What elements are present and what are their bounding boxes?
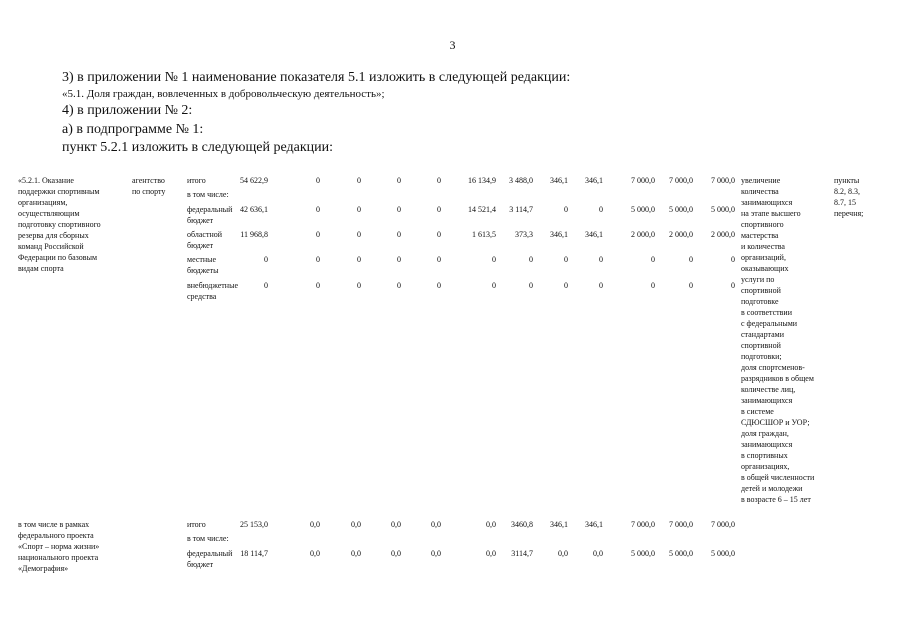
block2-cell: 7 000,0 — [669, 520, 693, 529]
block2-cell: 25 153,0 — [240, 520, 268, 529]
block1-cell: 0 — [651, 281, 655, 290]
executor — [132, 175, 182, 197]
expected-result-line: с федеральными — [741, 319, 798, 328]
block1-cell: 2 000,0 — [711, 230, 735, 239]
block1-row-label — [187, 189, 249, 200]
expected-result-line: детей и молодежи — [741, 484, 803, 493]
federal-project-name-line: национального проекта — [18, 553, 99, 562]
expected-result-line: доля спортсменов- — [741, 363, 805, 372]
list-points-line: 8.7, 15 — [834, 198, 856, 207]
block1-cell: 0 — [599, 281, 603, 290]
expected-result-line: в соответствии — [741, 308, 792, 317]
block1-cell: 0 — [437, 205, 441, 214]
federal-project-name-line: «Спорт – норма жизни» — [18, 542, 100, 551]
block2-cell: 3114,7 — [511, 549, 533, 558]
block2-cell: 0,0 — [486, 549, 496, 558]
block1-cell: 0 — [564, 205, 568, 214]
block2-cell: 0,0 — [391, 549, 401, 558]
block2-cell: 0,0 — [431, 549, 441, 558]
block1-cell: 0 — [731, 281, 735, 290]
measure-name-line: Федерации по базовым — [18, 253, 98, 262]
block2-cell: 0,0 — [558, 549, 568, 558]
block1-cell: 14 521,4 — [468, 205, 496, 214]
block1-cell: 346,1 — [585, 230, 603, 239]
block2-cell: 5 000,0 — [711, 549, 735, 558]
page-number: 3 — [449, 38, 456, 52]
block2-cell: 0,0 — [351, 520, 361, 529]
block1-cell: 0 — [564, 255, 568, 264]
block1-row-label-line: местные — [187, 255, 217, 264]
block2-cell: 0,0 — [486, 520, 496, 529]
measure-name-line: «5.2.1. Оказание — [18, 176, 74, 185]
expected-result-line: стандартами — [741, 330, 784, 339]
block1-row-label-line: областной — [187, 230, 223, 239]
block1-cell: 346,1 — [585, 176, 603, 185]
expected-result — [741, 175, 831, 505]
indicator-5-1: «5.1. Доля граждан, вовлеченных в добровольческую деятельность»; — [62, 88, 385, 100]
block1-cell: 0 — [689, 255, 693, 264]
block1-cell: 346,1 — [550, 230, 568, 239]
block1-row-label — [187, 280, 249, 302]
block1-cell: 2 000,0 — [631, 230, 655, 239]
federal-project-name-line: в том числе в рамках — [18, 520, 90, 529]
block2-cell: 0,0 — [593, 549, 603, 558]
block2-cell: 18 114,7 — [240, 549, 268, 558]
block2-cell: 346,1 — [550, 520, 568, 529]
block2-cell: 0,0 — [310, 549, 320, 558]
block2-cell: 0,0 — [431, 520, 441, 529]
block1-row-label-line: в том числе: — [187, 190, 229, 199]
expected-result-line: спортивной — [741, 341, 781, 350]
expected-result-line: доля граждан, — [741, 429, 789, 438]
federal-project-name — [18, 519, 120, 574]
block1-row-label-line: бюджет — [187, 216, 214, 225]
measure-name-line: организациям, — [18, 198, 68, 207]
block1-cell: 0 — [397, 205, 401, 214]
expected-result-line: подготовки; — [741, 352, 782, 361]
expected-result-line: оказывающих — [741, 264, 789, 273]
expected-result-line: организаций, — [741, 253, 786, 262]
block1-cell: 0 — [529, 281, 533, 290]
block1-cell: 0 — [357, 176, 361, 185]
amendment-3: 3) в приложении № 1 наименование показателя 5.1 изложить в следующей редакции: — [62, 70, 571, 85]
block1-cell: 346,1 — [550, 176, 568, 185]
block1-row-label-line: средства — [187, 292, 217, 301]
block1-cell: 0 — [397, 176, 401, 185]
expected-result-line: в возрасте 6 – 15 лет — [741, 495, 811, 504]
block1-cell: 0 — [264, 281, 268, 290]
block1-cell: 0 — [357, 230, 361, 239]
expected-result-line: количества — [741, 187, 779, 196]
block1-cell: 0 — [492, 255, 496, 264]
block2-cell: 7 000,0 — [631, 520, 655, 529]
block1-cell: 0 — [316, 230, 320, 239]
block2-cell: 346,1 — [585, 520, 603, 529]
block1-cell: 0 — [564, 281, 568, 290]
block1-cell: 0 — [357, 255, 361, 264]
executor-line: агентство — [132, 176, 165, 185]
block1-row-label-line: бюджеты — [187, 266, 219, 275]
block1-cell: 373,3 — [515, 230, 533, 239]
block1-cell: 0 — [397, 255, 401, 264]
block2-row-label-line: в том числе: — [187, 534, 229, 543]
expected-result-line: СДЮСШОР и УОР; — [741, 418, 810, 427]
measure-name-line: видам спорта — [18, 264, 64, 273]
block2-cell: 0,0 — [391, 520, 401, 529]
federal-project-name-line: «Демография» — [18, 564, 69, 573]
block1-cell: 16 134,9 — [468, 176, 496, 185]
block1-row-label-line: бюджет — [187, 241, 214, 250]
expected-result-line: организациях, — [741, 462, 790, 471]
block1-cell: 5 000,0 — [669, 205, 693, 214]
block1-cell: 7 000,0 — [669, 176, 693, 185]
block1-cell: 42 636,1 — [240, 205, 268, 214]
block2-cell: 7 000,0 — [711, 520, 735, 529]
block1-cell: 0 — [316, 281, 320, 290]
block1-cell: 5 000,0 — [631, 205, 655, 214]
item-5-2-1-intro: пункт 5.2.1 изложить в следующей редакции: — [62, 140, 333, 155]
list-points — [834, 175, 894, 219]
block2-row-label — [187, 533, 249, 544]
measure-name-line: поддержки спортивным — [18, 187, 100, 196]
block1-cell: 0 — [264, 255, 268, 264]
block1-cell: 0 — [437, 255, 441, 264]
expected-result-line: увеличение — [741, 176, 781, 185]
expected-result-line: в общей численности — [741, 473, 815, 482]
block1-cell: 0 — [316, 176, 320, 185]
expected-result-line: в спортивных — [741, 451, 788, 460]
block1-cell: 2 000,0 — [669, 230, 693, 239]
expected-result-line: спортивной — [741, 286, 781, 295]
block1-cell: 0 — [492, 281, 496, 290]
subprogram-1: а) в подпрограмме № 1: — [62, 122, 204, 137]
block1-cell: 0 — [599, 205, 603, 214]
block1-cell: 0 — [437, 176, 441, 185]
block2-cell: 5 000,0 — [631, 549, 655, 558]
expected-result-line: количестве лиц, — [741, 385, 796, 394]
federal-project-name-line: федерального проекта — [18, 531, 94, 540]
list-points-line: пункты — [834, 176, 860, 185]
expected-result-line: и количества — [741, 242, 785, 251]
block1-cell: 0 — [437, 230, 441, 239]
block1-cell: 0 — [397, 230, 401, 239]
block1-cell: 0 — [316, 255, 320, 264]
block2-row-label-line: бюджет — [187, 560, 214, 569]
block2-cell: 5 000,0 — [669, 549, 693, 558]
list-points-line: перечня; — [834, 209, 864, 218]
block1-cell: 3 488,0 — [509, 176, 533, 185]
block2-cell: 3460,8 — [511, 520, 533, 529]
block2-cell: 0,0 — [310, 520, 320, 529]
block1-row-label-line: итого — [187, 176, 206, 185]
expected-result-line: спортивного — [741, 220, 784, 229]
block1-cell: 0 — [599, 255, 603, 264]
expected-result-line: занимающихся — [741, 440, 793, 449]
measure-name-line: осуществляющим — [18, 209, 80, 218]
measure-name-line: подготовку спортивного — [18, 220, 101, 229]
block1-row-label-line: внебюджетные — [187, 281, 238, 290]
measure-name-line: резерва для сборных — [18, 231, 89, 240]
executor-line: по спорту — [132, 187, 166, 196]
block1-cell: 0 — [437, 281, 441, 290]
block1-cell: 0 — [731, 255, 735, 264]
block1-cell: 11 968,8 — [240, 230, 268, 239]
list-points-line: 8.2, 8.3, — [834, 187, 860, 196]
block1-cell: 0 — [357, 205, 361, 214]
expected-result-line: разрядников в общем — [741, 374, 814, 383]
block1-cell: 7 000,0 — [631, 176, 655, 185]
expected-result-line: на этапе высшего — [741, 209, 801, 218]
expected-result-line: в системе — [741, 407, 774, 416]
block2-row-label-line: федеральный — [187, 549, 233, 558]
block1-row-label-line: федеральный — [187, 205, 233, 214]
block1-cell: 5 000,0 — [711, 205, 735, 214]
block1-cell: 0 — [529, 255, 533, 264]
expected-result-line: услуги по — [741, 275, 775, 284]
block1-cell: 54 622,9 — [240, 176, 268, 185]
block1-cell: 7 000,0 — [711, 176, 735, 185]
block1-cell: 0 — [357, 281, 361, 290]
block2-row-label-line: итого — [187, 520, 206, 529]
block2-cell: 0,0 — [351, 549, 361, 558]
block1-cell: 3 114,7 — [509, 205, 533, 214]
expected-result-line: занимающихся — [741, 198, 793, 207]
expected-result-line: занимающихся — [741, 396, 793, 405]
block1-cell: 0 — [397, 281, 401, 290]
expected-result-line: подготовке — [741, 297, 779, 306]
block1-cell: 0 — [316, 205, 320, 214]
expected-result-line: мастерства — [741, 231, 779, 240]
block1-cell: 0 — [689, 281, 693, 290]
block1-row-label — [187, 254, 249, 276]
measure-name — [18, 175, 120, 274]
amendment-4: 4) в приложении № 2: — [62, 103, 193, 118]
block1-cell: 0 — [651, 255, 655, 264]
block1-cell: 1 613,5 — [472, 230, 496, 239]
measure-name-line: команд Российской — [18, 242, 84, 251]
